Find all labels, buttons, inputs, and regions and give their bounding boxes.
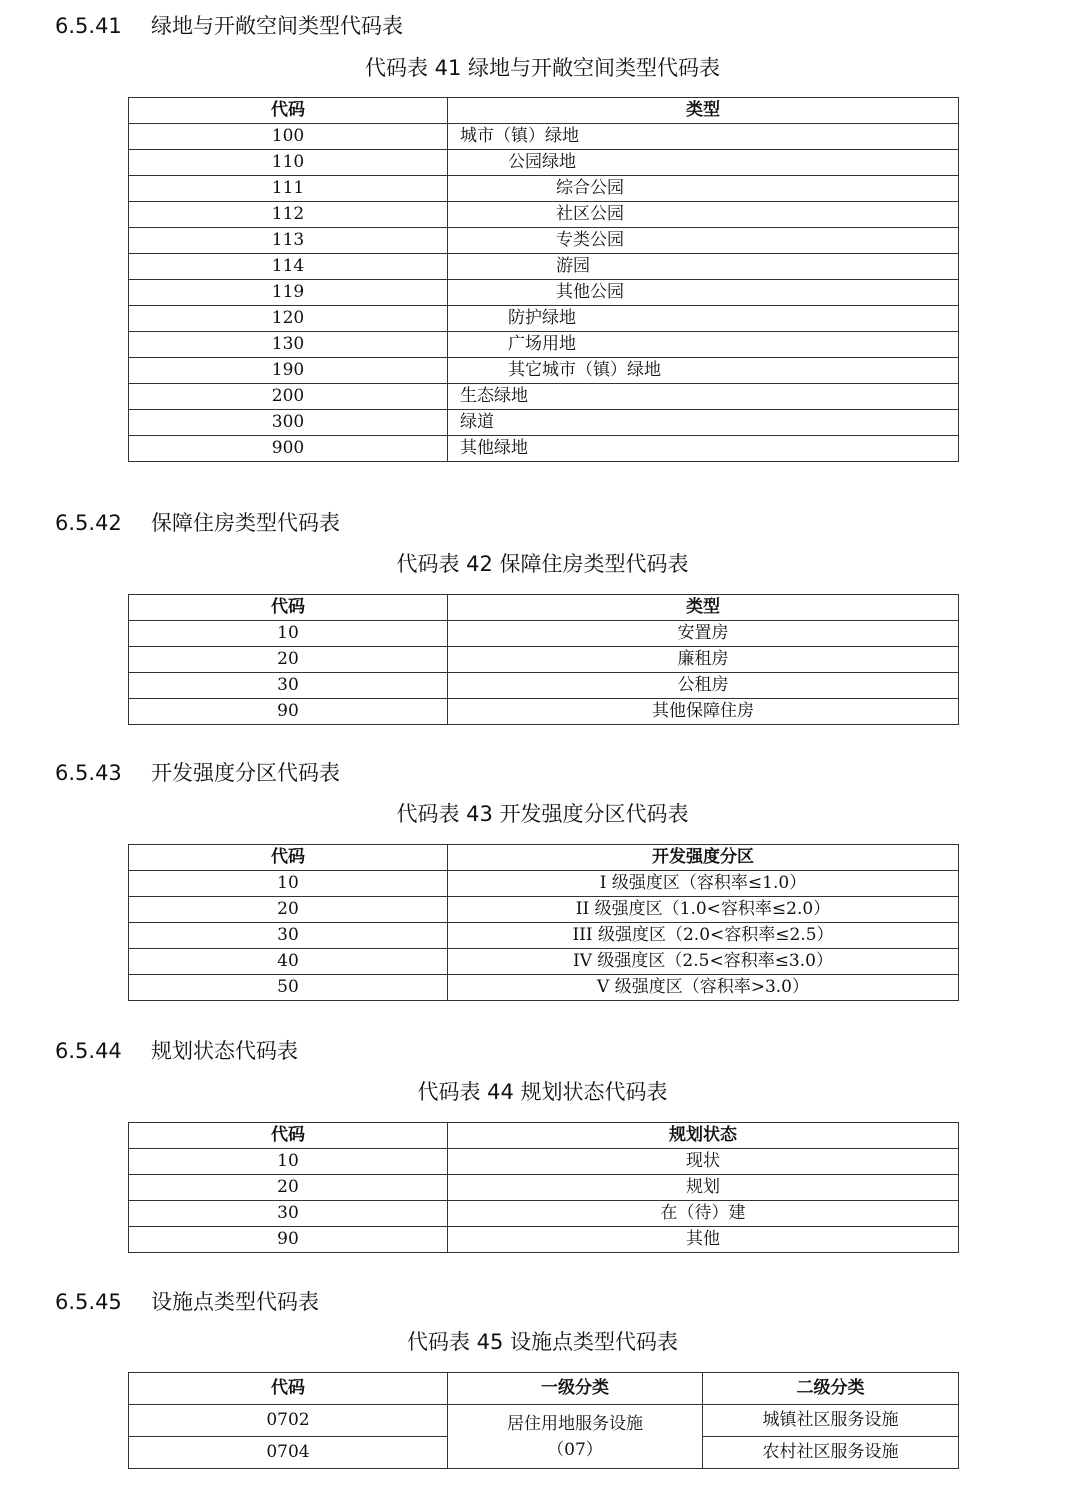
- code-cell: 90: [129, 1227, 448, 1253]
- type-cell: 其他保障住房: [448, 699, 959, 725]
- table-row: [129, 897, 959, 923]
- type-cell: 其他绿地: [448, 436, 959, 462]
- table-row: [129, 1405, 959, 1437]
- section-title: 开发强度分区代码表: [151, 761, 340, 785]
- table-row: [129, 202, 959, 228]
- code-cell: 0702: [129, 1405, 448, 1437]
- section-heading-41: [55, 12, 403, 40]
- table-row: [129, 254, 959, 280]
- table-row: [129, 1227, 959, 1253]
- code-table-42: [128, 594, 959, 725]
- code-cell: 30: [129, 923, 448, 949]
- type-cell: I 级强度区（容积率≤1.0）: [448, 871, 959, 897]
- level1-code: （07）: [547, 1439, 603, 1460]
- header-code: 代码: [129, 595, 448, 621]
- section-title: 规划状态代码表: [151, 1039, 298, 1063]
- table-row: [129, 228, 959, 254]
- code-cell: 900: [129, 436, 448, 462]
- code-table-44: [128, 1122, 959, 1253]
- table-row: [129, 280, 959, 306]
- header-zone: 开发强度分区: [448, 845, 959, 871]
- table-row: [129, 975, 959, 1001]
- code-cell: 10: [129, 871, 448, 897]
- type-cell: V 级强度区（容积率>3.0）: [448, 975, 959, 1001]
- type-cell: 广场用地: [448, 332, 959, 358]
- header-code: 代码: [129, 845, 448, 871]
- code-cell: 40: [129, 949, 448, 975]
- type-cell: 安置房: [448, 621, 959, 647]
- table-header-row: [129, 595, 959, 621]
- code-cell: 300: [129, 410, 448, 436]
- type-cell: 现状: [448, 1149, 959, 1175]
- table-title-45: 代码表 45 设施点类型代码表: [406, 1330, 679, 1354]
- table-row: [129, 358, 959, 384]
- type-cell: 规划: [448, 1175, 959, 1201]
- code-cell: 30: [129, 673, 448, 699]
- type-cell: 公园绿地: [448, 150, 959, 176]
- type-cell: 城市（镇）绿地: [448, 124, 959, 150]
- table-row: [129, 673, 959, 699]
- section-number: 6.5.42: [55, 511, 122, 535]
- level1-name: 居住用地服务设施: [507, 1413, 643, 1434]
- level2-cell: 城镇社区服务设施: [703, 1405, 959, 1437]
- table-row: [129, 410, 959, 436]
- table-header-row: [129, 1123, 959, 1149]
- code-cell: 50: [129, 975, 448, 1001]
- level1-category-cell: [448, 1405, 703, 1469]
- table-title-42: 代码表 42 保障住房类型代码表: [396, 552, 689, 576]
- table-row: [129, 176, 959, 202]
- code-cell: 20: [129, 647, 448, 673]
- type-cell: 廉租房: [448, 647, 959, 673]
- type-cell: 在（待）建: [448, 1201, 959, 1227]
- table-row: [129, 923, 959, 949]
- header-code: 代码: [129, 1123, 448, 1149]
- header-code: 代码: [129, 1373, 448, 1405]
- table-row: [129, 1149, 959, 1175]
- code-cell: 130: [129, 332, 448, 358]
- code-cell: 190: [129, 358, 448, 384]
- level2-cell: 农村社区服务设施: [703, 1437, 959, 1469]
- table-header-row: [129, 1373, 959, 1405]
- code-cell: 20: [129, 1175, 448, 1201]
- table-row: [129, 647, 959, 673]
- table-row: [129, 949, 959, 975]
- code-cell: 114: [129, 254, 448, 280]
- type-cell: II 级强度区（1.0<容积率≤2.0）: [448, 897, 959, 923]
- code-cell: 30: [129, 1201, 448, 1227]
- table-row: [129, 1201, 959, 1227]
- code-cell: 100: [129, 124, 448, 150]
- type-cell: 其他: [448, 1227, 959, 1253]
- section-heading-45: [55, 1288, 319, 1316]
- code-cell: 20: [129, 897, 448, 923]
- section-number: 6.5.43: [55, 761, 122, 785]
- table-title-41: 代码表 41 绿地与开敞空间类型代码表: [364, 56, 721, 80]
- code-cell: 200: [129, 384, 448, 410]
- code-cell: 110: [129, 150, 448, 176]
- type-cell: 综合公园: [448, 176, 959, 202]
- code-table-45: [128, 1372, 959, 1469]
- code-cell: 112: [129, 202, 448, 228]
- table-row: [129, 436, 959, 462]
- type-cell: 社区公园: [448, 202, 959, 228]
- header-status: 规划状态: [448, 1123, 959, 1149]
- table-title-43: 代码表 43 开发强度分区代码表: [396, 802, 689, 826]
- code-table-41: [128, 97, 959, 462]
- type-cell: 其它城市（镇）绿地: [448, 358, 959, 384]
- table-row: [129, 621, 959, 647]
- header-level2: 二级分类: [703, 1373, 959, 1405]
- section-heading-42: [55, 509, 340, 537]
- section-heading-44: [55, 1037, 298, 1065]
- type-cell: 生态绿地: [448, 384, 959, 410]
- code-table-43: [128, 844, 959, 1001]
- table-row: [129, 332, 959, 358]
- section-number: 6.5.45: [55, 1290, 122, 1314]
- table-header-row: [129, 845, 959, 871]
- table-row: [129, 306, 959, 332]
- header-code: 代码: [129, 98, 448, 124]
- code-cell: 119: [129, 280, 448, 306]
- table-title-44: 代码表 44 规划状态代码表: [417, 1080, 668, 1104]
- code-cell: 120: [129, 306, 448, 332]
- type-cell: IV 级强度区（2.5<容积率≤3.0）: [448, 949, 959, 975]
- type-cell: 绿道: [448, 410, 959, 436]
- type-cell: 公租房: [448, 673, 959, 699]
- code-cell: 0704: [129, 1437, 448, 1469]
- header-type: 类型: [448, 98, 959, 124]
- table-header-row: [129, 98, 959, 124]
- section-title: 保障住房类型代码表: [151, 511, 340, 535]
- code-cell: 111: [129, 176, 448, 202]
- code-cell: 90: [129, 699, 448, 725]
- table-row: [129, 699, 959, 725]
- section-heading-43: [55, 759, 340, 787]
- type-cell: III 级强度区（2.0<容积率≤2.5）: [448, 923, 959, 949]
- type-cell: 其他公园: [448, 280, 959, 306]
- section-number: 6.5.44: [55, 1039, 122, 1063]
- code-cell: 10: [129, 621, 448, 647]
- type-cell: 防护绿地: [448, 306, 959, 332]
- code-cell: 113: [129, 228, 448, 254]
- code-cell: 10: [129, 1149, 448, 1175]
- type-cell: 游园: [448, 254, 959, 280]
- table-row: [129, 384, 959, 410]
- table-row: [129, 124, 959, 150]
- header-level1: 一级分类: [448, 1373, 703, 1405]
- section-title: 设施点类型代码表: [151, 1290, 319, 1314]
- section-title: 绿地与开敞空间类型代码表: [151, 14, 403, 38]
- header-type: 类型: [448, 595, 959, 621]
- table-row: [129, 150, 959, 176]
- table-row: [129, 871, 959, 897]
- table-row: [129, 1175, 959, 1201]
- type-cell: 专类公园: [448, 228, 959, 254]
- section-number: 6.5.41: [55, 14, 122, 38]
